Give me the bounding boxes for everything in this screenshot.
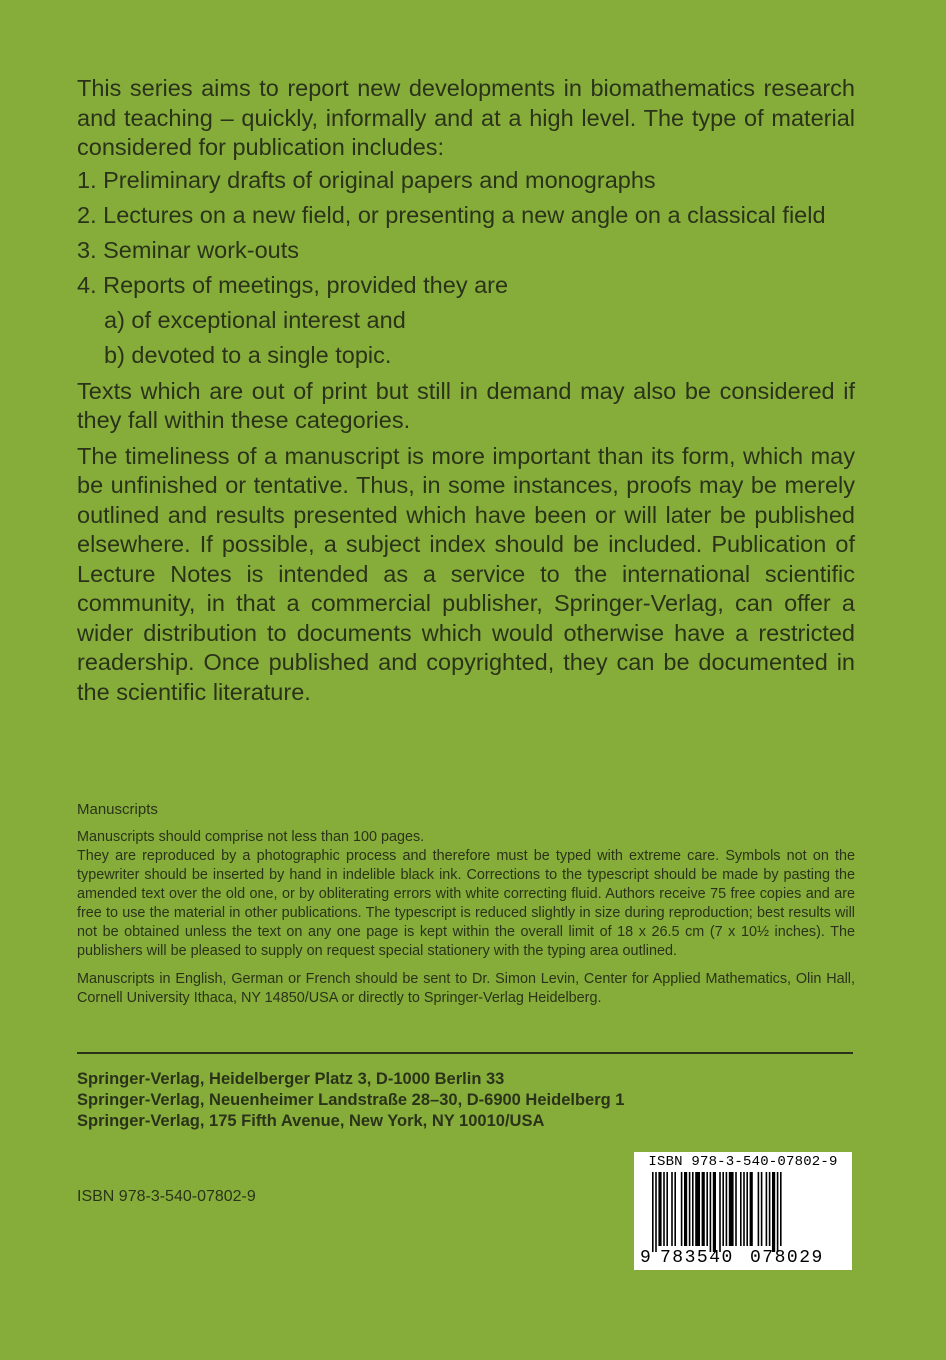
address-heidelberg: Springer-Verlag, Neuenheimer Landstraße 28–30, D-6900 Heidelberg 1 xyxy=(77,1091,625,1109)
barcode-bar xyxy=(689,1172,691,1246)
barcode-bar xyxy=(772,1172,775,1252)
sublist-item-b: b) devoted to a single topic. xyxy=(104,341,392,368)
isbn-text: ISBN 978-3-540-07802-9 xyxy=(77,1188,256,1205)
address-berlin: Springer-Verlag, Heidelberger Platz 3, D-1000 Berlin 33 xyxy=(77,1070,505,1088)
barcode-bar xyxy=(758,1172,760,1246)
list-item-2: 2. Lectures on a new field, or presenting a new angle on a classical field xyxy=(77,201,826,228)
manuscripts-section xyxy=(77,800,855,1008)
barcode-bar xyxy=(722,1172,724,1246)
list-item-1: 1. Preliminary drafts of original papers and monographs xyxy=(77,166,656,193)
barcode-bar xyxy=(692,1172,694,1246)
barcode-bar xyxy=(740,1172,742,1246)
barcode-bar xyxy=(655,1172,657,1252)
barcode-bar xyxy=(729,1172,734,1246)
manuscripts-line1: Manuscripts should comprise not less than 100 pages. xyxy=(77,829,425,845)
barcode xyxy=(634,1152,852,1270)
barcode-bar xyxy=(674,1172,676,1246)
timeliness-paragraph: The timeliness of a manuscript is more important than its form, which may be unfinished or tentative. Thus, in some instances, proofs may be merely outlined and results presented which have been or will later be published elsewhere. If possible, a subject index should be included. Publication of Lecture Notes is intended as a service to the international scientific community, in that a commercial publisher, Springer-Verlag, can offer a wider distribution to documents which would otherwise have a restricted readership. Once published and copyrighted, they can be documented in the scientific literature. xyxy=(77,442,855,705)
barcode-bar xyxy=(746,1172,748,1246)
publisher-addresses xyxy=(77,1069,777,1132)
barcode-bar xyxy=(671,1172,673,1246)
barcode-bar xyxy=(780,1172,782,1246)
barcode-digit-first: 9 xyxy=(640,1248,651,1268)
barcode-bar xyxy=(652,1172,654,1252)
barcode-bar xyxy=(777,1172,779,1252)
texts-paragraph: Texts which are out of print but still in demand may also be considered if they fall within these categories. xyxy=(77,377,855,433)
barcode-bar xyxy=(695,1172,700,1246)
barcode-bar xyxy=(750,1172,753,1246)
barcode-digits-group1: 783540 xyxy=(660,1248,734,1268)
barcode-bar xyxy=(663,1172,665,1246)
barcode-bar xyxy=(726,1172,728,1246)
barcode-bar xyxy=(706,1172,708,1246)
barcode-bar xyxy=(666,1172,668,1246)
barcode-bar xyxy=(735,1172,737,1246)
manuscripts-submission: Manuscripts in English, German or French should be sent to Dr. Simon Levin, Center for Applied Mathematics, Olin Hall, Cornell University Ithaca, NY 14850/USA or directly to Springer-Verlag Heidelberg. xyxy=(77,971,855,1006)
main-text xyxy=(77,74,855,707)
barcode-digits-group2: 078029 xyxy=(750,1248,824,1268)
list-item-3: 3. Seminar work-outs xyxy=(77,236,300,263)
address-new-york: Springer-Verlag, 175 Fifth Avenue, New York, NY 10010/USA xyxy=(77,1112,545,1130)
barcode-bar xyxy=(681,1172,683,1246)
barcode-bar xyxy=(684,1172,687,1246)
barcode-bar xyxy=(713,1172,716,1252)
list-item-4: 4. Reports of meetings, provided they are xyxy=(77,271,509,298)
barcode-bar xyxy=(719,1172,721,1252)
barcode-bar xyxy=(766,1172,768,1246)
barcode-bar xyxy=(702,1172,705,1246)
barcode-bar xyxy=(761,1172,763,1246)
divider xyxy=(77,1052,853,1054)
intro-paragraph: This series aims to report new developments in biomathematics research and teaching – quickly, informally and at a high level. The type of material considered for publication includes: xyxy=(77,75,855,160)
manuscripts-body: They are reproduced by a photographic process and therefore must be typed with extreme care. Symbols not on the typewriter should be inserted by hand in indelible black ink. Corrections to the typescript should be made by pasting the amended text over the old one, or by obliterating errors with white correcting fluid. Authors receive 75 free copies and are free to use the material in other publications. The typescript is reduced slightly in size during reproduction; best results will not be obtained unless the text on any one page is kept within the overall limit of 18 x 26.5 cm (7 x 10½ inches). The publishers will be pleased to supply on request special stationery with the typing area outlined. xyxy=(77,848,855,959)
barcode-bar xyxy=(658,1172,661,1246)
barcode-bar xyxy=(743,1172,745,1246)
barcode-bar xyxy=(710,1172,712,1252)
manuscripts-heading: Manuscripts xyxy=(77,801,158,818)
barcode-isbn-label: ISBN 978-3-540-07802-9 xyxy=(648,1154,838,1170)
sublist-item-a: a) of exceptional interest and xyxy=(104,306,406,333)
barcode-bars xyxy=(638,1172,848,1252)
barcode-bar xyxy=(769,1172,771,1246)
